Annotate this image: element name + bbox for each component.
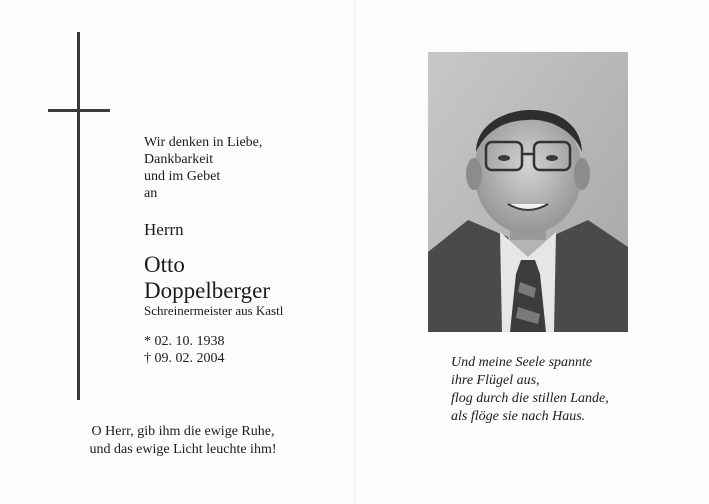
birth-date: * 02. 10. 1938 [144, 334, 225, 349]
intro-line-1: Wir denken in Liebe, [144, 135, 263, 150]
death-date: † 09. 02. 2004 [144, 351, 225, 366]
last-name: Doppelberger [144, 278, 271, 303]
first-name: Otto [144, 252, 185, 277]
poem-line-2: ihre Flügel aus, [451, 373, 540, 388]
salutation: Herrn [144, 220, 184, 239]
cross-vertical-bar [77, 32, 80, 400]
occupation: Schreinermeister aus Kastl [144, 303, 284, 318]
center-fold [354, 0, 356, 504]
poem-line-4: als flöge sie nach Haus. [451, 409, 586, 424]
prayer-line-2: und das ewige Licht leuchte ihm! [89, 442, 277, 457]
poem-line-1: Und meine Seele spannte [451, 355, 593, 370]
cross-horizontal-bar [48, 109, 110, 112]
prayer-line-1: O Herr, gib ihm die ewige Ruhe, [91, 424, 275, 439]
intro-line-2: Dankbarkeit [144, 152, 214, 167]
intro-line-3: und im Gebet [144, 169, 221, 184]
portrait-photo [428, 52, 628, 332]
intro-line-4: an [144, 186, 158, 201]
poem-line-3: flog durch die stillen Lande, [451, 391, 609, 406]
